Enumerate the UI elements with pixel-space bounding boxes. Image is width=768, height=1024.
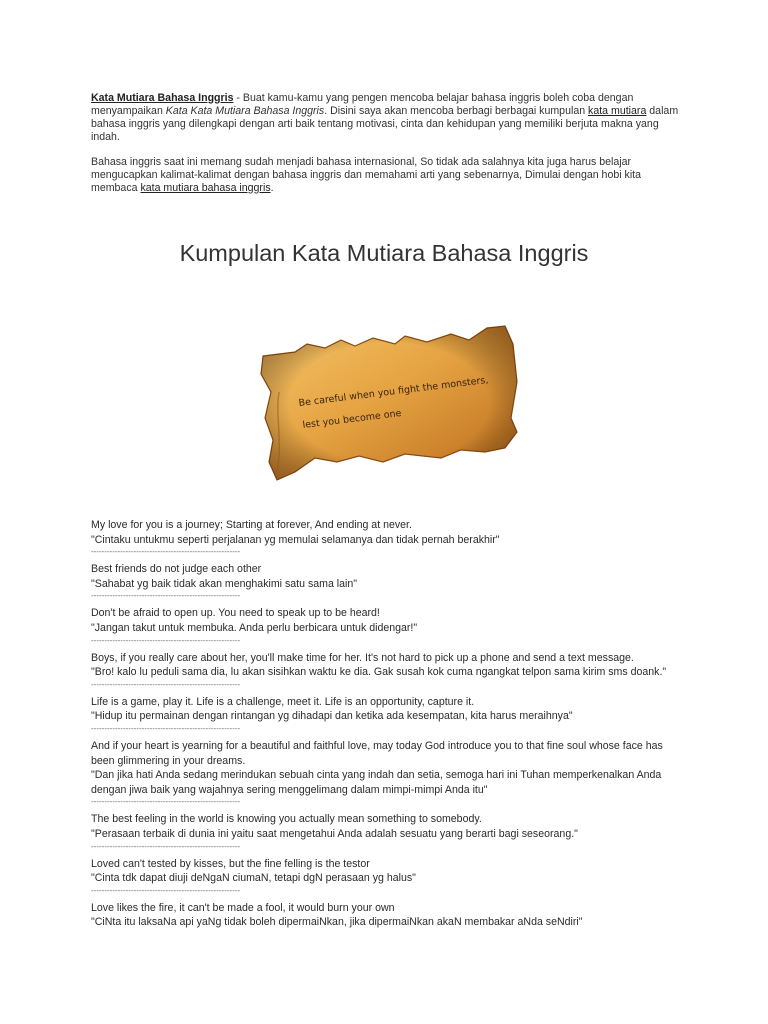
quote-item <box>91 518 681 547</box>
quote-english: Loved can't tested by kisses, but the fine felling is the testor <box>91 857 370 870</box>
quote-separator: -------------------------------------------------------- <box>91 592 241 601</box>
quote-translation: "Hidup itu permainan dengan rintangan yg dihadapi dan ketika ada kesempatan, kita harus meraihnya" <box>91 710 573 723</box>
quote-separator: -------------------------------------------------------- <box>91 680 241 689</box>
quote-translation: "Cintaku untukmu seperti perjalanan yg memulai selamanya dan tidak pernah berakhir" <box>91 533 500 546</box>
quote-translation: "Perasaan terbaik di dunia ini yaitu saat mengetahui Anda adalah sesuatu yang berarti bagi seseorang." <box>91 827 578 840</box>
parchment-scroll-image <box>255 322 525 487</box>
quote-translation: "CiNta itu laksaNa api yaNg tidak boleh dipermaiNkan, jika dipermaiNkan akaN membakar aNda seNdiri" <box>91 916 583 929</box>
quote-separator: -------------------------------------------------------- <box>91 798 241 807</box>
kata-mutiara-bahasa-inggris-link[interactable]: kata mutiara bahasa inggris <box>140 182 271 194</box>
intro-text: . Disini saya akan mencoba berbagi berbagai kumpulan <box>324 105 589 117</box>
quotes-list <box>91 518 681 930</box>
quote-separator: -------------------------------------------------------- <box>91 886 241 895</box>
quote-translation: "Cinta tdk dapat diuji deNgaN ciumaN, tetapi dgN perasaan yg halus" <box>91 872 416 885</box>
quote-translation: "Sahabat yg baik tidak akan menghakimi satu sama lain" <box>91 577 358 590</box>
intro-text: Bahasa inggris saat ini memang sudah menjadi bahasa internasional, So tidak ada salahnya kita juga harus belajar mengucapkan kalimat-kalimat dengan bahasa inggris dan memahami arti yang sebenarnya, Dimulai dengan hobi kita membaca <box>91 156 642 194</box>
quote-item <box>91 812 681 841</box>
scroll-quote-line-1: Be careful when you fight the monsters, <box>298 374 489 409</box>
quote-english: Don't be afraid to open up. You need to speak up to be heard! <box>91 607 380 620</box>
kata-mutiara-link[interactable]: kata mutiara <box>588 105 647 117</box>
intro-paragraph-1 <box>91 92 681 144</box>
quote-separator: -------------------------------------------------------- <box>91 724 241 733</box>
quote-translation: "Dan jika hati Anda sedang merindukan sebuah cinta yang indah dan setia, semoga hari ini Tuhan memperkenalkan Anda dengan jiwa baik yang wajahnya sering menggelimang dalam mimpi-mimpi Anda itu" <box>91 769 662 796</box>
quote-english: Boys, if you really care about her, you'll make time for her. It's not hard to pick up a phone and send a text message. <box>91 651 634 664</box>
quote-item <box>91 651 681 680</box>
quote-item <box>91 901 681 930</box>
intro-text: - Buat kamu-kamu yang pengen mencoba belajar bahasa inggris boleh coba dengan menyampaikan <box>91 92 634 117</box>
intro-section <box>91 92 681 207</box>
quote-separator: -------------------------------------------------------- <box>91 548 241 557</box>
quote-item <box>91 606 681 635</box>
quote-english: Best friends do not judge each other <box>91 563 262 576</box>
quote-english: Life is a game, play it. Life is a challenge, meet it. Life is an opportunity, capture it. <box>91 695 475 708</box>
title-link[interactable]: Kata Mutiara Bahasa Inggris <box>91 92 234 104</box>
quote-english: The best feeling in the world is knowing you actually mean something to somebody. <box>91 813 482 826</box>
intro-paragraph-2 <box>91 156 681 195</box>
intro-italic-text: Kata Kata Mutiara Bahasa Inggris <box>165 105 325 117</box>
quote-translation: "Bro! kalo lu peduli sama dia, lu akan sisihkan waktu ke dia. Gak susah kok cuma ngangkat telpon sama kirim sms doank." <box>91 666 667 679</box>
intro-text: . <box>270 182 274 194</box>
quote-english: Love likes the fire, it can't be made a fool, it would burn your own <box>91 901 395 914</box>
quote-item <box>91 695 681 724</box>
quote-item <box>91 739 681 797</box>
intro-text: dalam bahasa inggris yang dilengkapi dengan arti baik tentang motivasi, cinta dan kehidupan yang memiliki berjuta makna yang indah. <box>91 105 679 143</box>
quote-separator: -------------------------------------------------------- <box>91 636 241 645</box>
quote-english: And if your heart is yearning for a beautiful and faithful love, may today God introduce you to that fine soul whose face has been glimmering in your dreams. <box>91 739 663 767</box>
section-heading: Kumpulan Kata Mutiara Bahasa Inggris <box>179 240 589 266</box>
quote-english: My love for you is a journey; Starting at forever, And ending at never. <box>91 519 412 531</box>
quote-separator: -------------------------------------------------------- <box>91 842 241 851</box>
quote-item <box>91 857 681 886</box>
quote-item <box>91 562 681 591</box>
scroll-quote-line-2: lest you become one <box>302 407 402 431</box>
quote-translation: "Jangan takut untuk membuka. Anda perlu berbicara untuk didengar!" <box>91 621 418 634</box>
